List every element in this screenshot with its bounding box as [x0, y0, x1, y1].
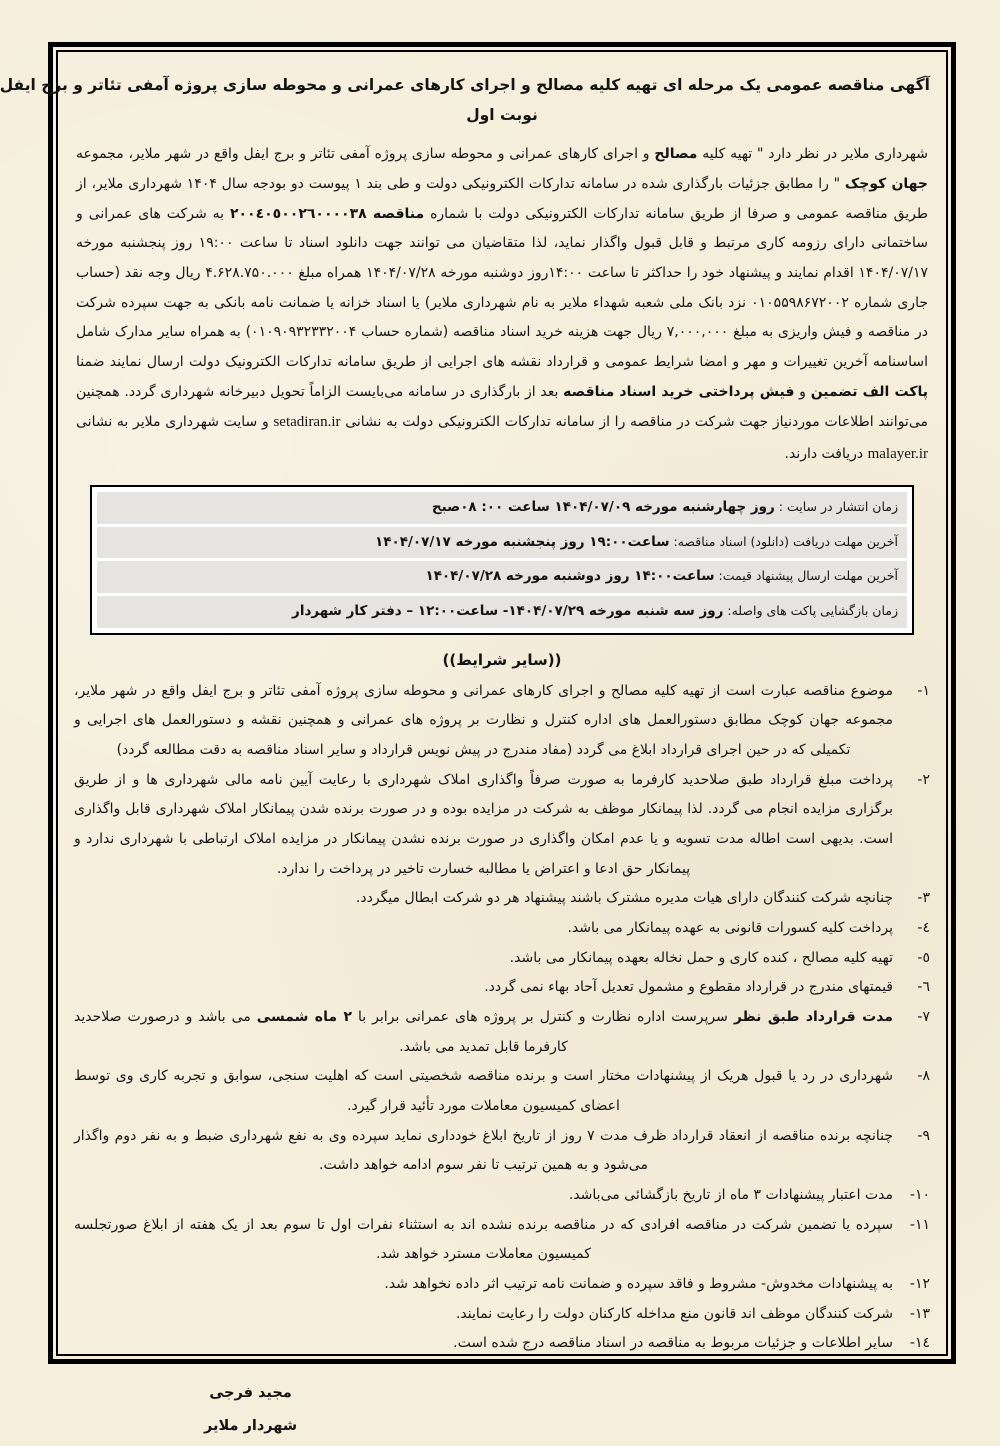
body-paragraph-segment: شهرداری ملایر در نظر دارد " تهیه کلیه	[697, 146, 928, 163]
page-title	[0, 70, 930, 130]
condition-item	[74, 1270, 930, 1300]
condition-item	[74, 1211, 930, 1270]
condition-item	[74, 1003, 930, 1062]
document-frame	[0, 42, 956, 1435]
condition-text-segment: پرداخت مبلغ قرارداد طبق صلاحدید کارفرما به صورت صرفاً واگذاری املاک شهرداری با رعایت آیین نامه مالی شهرداری ها و از طریق برگزاری مزایده انجام می گردد. لذا پیمانکار موظف به شرکت در مزایده بوده و در صورت برنده شدن پیمانکار املاک شهرداری قابل واگذاری است. بدیهی است اطاله مدت تسویه و یا عدم امکان واگذاری در صورت برنده نشدن پیمانکار در مزایده املاک ارتباطی با شهرداری ندارد و پیمانکار حق ادعا و اعتراض یا مطالبه خسارت تاخیر در پرداخت را ندارد.	[74, 771, 893, 877]
signature-name: مجید فرجی	[209, 1385, 292, 1402]
condition-text-segment: چنانچه شرکت کنندگان دارای هیات مدیره مشترک باشند پیشنهاد هر دو شرکت ابطال میگردد.	[355, 890, 893, 907]
schedule-row-value: روز چهارشنبه مورخه ۱۴۰۴/۰۷/۰۹ ساعت ۰۰: ۰۸صبح	[431, 499, 775, 516]
body-paragraph-segment: پاکت الف تضمین	[810, 383, 929, 400]
condition-number: ۱۱-	[909, 1216, 930, 1233]
condition-text-segment: می باشد و درصورت صلاحدید کارفرما قابل تمدید می باشد.	[74, 1009, 568, 1055]
condition-number: ١٤-	[909, 1335, 930, 1352]
condition-item	[74, 1181, 930, 1211]
condition-item	[74, 944, 930, 974]
condition-text	[74, 677, 893, 766]
body-paragraph-segment: به شرکت های عمرانی و ساختمانی دارای رزومه کاری مرتبط و قابل قبول واگذار نماید، لذا متقاضیان می توانند جهت دانلود اسناد تا ساعت ۱۹:۰۰ روز پنجشنبه مورخه ۱۴۰۴/۰۷/۱۷ اقدام نمایند و پیشنهاد خود را حداکثر تا ساعت ۱۴:۰۰روز دوشنبه مورخه ۱۴۰۴/۰۷/۲۸ همراه مبلغ ۴.۶۲۸.۷۵۰.۰۰۰ ریال وجه نقد (حساب جاری شماره ۰۱۰۵۵۹۸۶۷۲۰۰۲ نزد بانک ملی شعبه شهداء ملایر به نام شهرداری ملایر) یا اسناد خزانه یا ضمانت نامه بانکی به جهت سپرده شرکت در مناقصه و فیش واریزی به مبلغ ۷,۰۰۰,۰۰۰ ریال جهت هزینه خرید اسناد مناقصه (شماره حساب ۰۱۰۹۰۹۳۲۳۳۲۰۰۴) به همراه سایر مدارک شامل اساسنامه آخرین تغییرات و مهر و امضا شرایط عمومی و قرارداد نقشه های اجرایی از طریق سامانه تدارکات الکترونیک دولت ارسال نمایند ضمنا	[76, 205, 929, 371]
condition-item	[74, 1062, 930, 1121]
schedule-row-value: ساعت۱۹:۰۰ روز پنجشنبه مورخه ۱۴۰۴/۰۷/۱۷	[375, 533, 670, 550]
schedule-row	[97, 596, 907, 628]
schedule-row	[97, 527, 907, 559]
schedule-row-value: ساعت۱۴:۰۰ روز دوشنبه مورخه ۱۴۰۴/۰۷/۲۸	[425, 568, 715, 585]
condition-number: ۳-	[917, 890, 930, 907]
condition-number: ۱۰-	[909, 1187, 930, 1204]
condition-text-segment: ۲ ماه شمسی	[256, 1009, 352, 1026]
schedule-row	[97, 561, 907, 593]
condition-text-segment: شهرداری در رد یا قبول هریک از پیشنهادات مختار است و برنده مناقصه شخصیتی است که اهلیت سنجی، سوابق و تجربه کاری وی توسط اعضای کمیسیون معاملات مورد تأئید قرار گیرد.	[74, 1068, 893, 1115]
condition-item	[74, 766, 930, 885]
condition-text-segment: شرکت کنندگان موظف اند قانون منع مداخله کارکنان دولت را رعایت نمایند.	[455, 1305, 893, 1322]
condition-text-segment: به پیشنهادات مخدوش- مشروط و فاقد سپرده و ضمانت نامه ترتیب اثر داده نخواهد شد.	[384, 1276, 893, 1293]
schedule-row	[97, 492, 907, 524]
body-paragraph-segment: و سایت شهرداری ملایر به نشانی	[76, 414, 274, 431]
condition-number: ۲-	[917, 771, 930, 788]
body-paragraph-segment: دریافت دارند.	[784, 446, 868, 463]
condition-number: ۱-	[917, 682, 930, 699]
title-note: نوبت اول	[466, 106, 538, 125]
condition-item	[74, 973, 930, 1003]
condition-item	[74, 1122, 930, 1181]
condition-text-segment: مدت قرارداد طبق نظر	[733, 1009, 893, 1026]
condition-text-segment: سایر اطلاعات و جزئیات مربوط به مناقصه در اسناد مناقصه درج شده است.	[453, 1335, 893, 1352]
condition-text-segment: سپرده یا تضمین شرکت در مناقصه افرادی که در مناقصه برنده نشده اند به استثناء نفرات اول تا سوم بعد از یک هفته از ابلاغ صورتجلسه کمیسیون معاملات مسترد خواهد شد.	[74, 1216, 893, 1263]
condition-item	[74, 914, 930, 944]
schedule-table	[90, 485, 914, 635]
condition-item	[74, 884, 930, 914]
schedule-row-label: زمان انتشار در سایت :	[774, 499, 898, 515]
condition-number: ٥-	[917, 949, 930, 966]
signature-block	[204, 1377, 297, 1444]
condition-text-segment: مدت اعتبار پیشنهادات ۳ ماه از تاریخ بازگشائی می‌باشد.	[568, 1187, 893, 1204]
condition-text	[74, 1181, 893, 1211]
body-paragraph-segment: مناقصه ٢٠٠٤٠٥٠٠٢٦٠٠٠٠٣٨	[229, 205, 425, 222]
condition-text-segment: قیمتهای مندرج در قرارداد مقطوع و مشمول تعدیل آحاد بهاء نمی گردد.	[484, 979, 893, 996]
body-paragraph-segment: بعد از بارگذاری در سامانه می‌بایست الزاماً تحویل دبیرخانه شهرداری گردد. همچنین می‌توانند اطلاعات موردنیاز جهت شرکت در مناقصه را از سامانه تدارکات الکترونیکی دولت به نشانی	[76, 383, 928, 431]
body-paragraph-segment: مصالح	[654, 146, 698, 163]
body-paragraph	[76, 140, 928, 471]
condition-text	[74, 1270, 893, 1300]
condition-text	[74, 973, 893, 1003]
body-paragraph-segment: جهان کوچک	[844, 176, 929, 193]
schedule-row-label: آخرین مهلت دریافت (دانلود) اسناد مناقصه:	[669, 533, 898, 549]
body-paragraph-segment: " را مطابق جزئیات بارگذاری شده در سامانه تدارکات الکترونیکی دولت و طی بند ۱ پیوست دو بودجه سال ۱۴۰۴ شهرداری ملایر، از طریق مناقصه عمومی و صرفا از طریق سامانه تدارکات الکترونیکی دولت با شماره	[76, 176, 929, 222]
condition-text	[74, 1329, 893, 1359]
schedule-row-value: روز سه شنبه مورخه ۱۴۰۴/۰۷/۲۹- ساعت۱۲:۰۰ – دفتر کار شهردار	[292, 603, 724, 619]
condition-text	[74, 1003, 893, 1062]
condition-text	[74, 766, 893, 885]
signature-title: شهردار ملایر	[204, 1418, 298, 1435]
condition-text	[74, 1062, 893, 1121]
other-conditions-heading: ((سایر شرایط))	[442, 650, 562, 669]
body-paragraph-segment: setadiran.ir	[273, 414, 341, 431]
condition-item	[74, 1300, 930, 1330]
condition-text-segment: پرداخت کلیه کسورات قانونی به عهده پیمانکار می باشد.	[567, 920, 893, 937]
condition-text-segment: چنانچه برنده مناقصه از انعقاد قرارداد ظرف مدت ۷ روز از تاریخ ابلاغ خودداری نماید سپرده وی به نفع شهرداری ضبط و به نفر دوم واگذار می‌شود و به همین ترتیب تا نفر سوم ادامه خواهد داشت.	[74, 1127, 893, 1174]
condition-text	[74, 944, 893, 974]
condition-number: ٦-	[917, 979, 930, 996]
condition-number: ۷-	[917, 1009, 930, 1026]
condition-number: ۹-	[917, 1127, 930, 1144]
body-paragraph-segment: و اجرای کارهای عمرانی و محوطه سازی پروژه آمفی تئاتر و برج ایفل واقع در شهر ملایر، مجموعه	[76, 146, 655, 163]
body-paragraph-segment: و	[794, 383, 811, 400]
condition-text	[74, 1122, 893, 1181]
body-paragraph-segment: فیش پرداختی خرید اسناد مناقصه	[563, 383, 795, 400]
condition-text	[74, 1211, 893, 1270]
condition-number: ۱۳-	[909, 1305, 930, 1322]
schedule-row-label: آخرین مهلت ارسال پیشنهاد قیمت:	[714, 568, 898, 584]
body-paragraph-segment: malayer.ir	[867, 446, 928, 463]
condition-item	[74, 1329, 930, 1359]
condition-text-segment: تهیه کلیه مصالح ، کنده کاری و حمل نخاله بعهده پیمانکار می باشد.	[509, 949, 893, 966]
condition-number: ۱۲-	[909, 1276, 930, 1293]
condition-text-segment: موضوع مناقصه عبارت است از تهیه کلیه مصالح و اجرای کارهای عمرانی و محوطه سازی پروژه آمفی تئاتر و برج ایفل واقع در شهر ملایر، مجموعه جهان کوچک مطابق دستورالعمل های اداره کنترل و نظارت بر پروژه های عمرانی و همچنین نقشه و دستورالعمل های اجرایی و تکمیلی که در حین اجرای قرارداد ابلاغ می گردد (مفاد مندرج در پیش نویس قرارداد و سایر اسناد مناقصه به دقت مطالعه گردد)	[74, 682, 893, 758]
condition-text	[74, 914, 893, 944]
condition-text-segment: سرپرست اداره نظارت و کنترل بر پروژه های عمرانی برابر با	[351, 1009, 734, 1026]
condition-text	[74, 884, 893, 914]
title-text: آگهی مناقصه عمومی یک مرحله ای تهیه کلیه مصالح و اجرای کارهای عمرانی و محوطه سازی پروژه آمفی تئاتر و برج ایفل	[0, 76, 930, 94]
conditions-list	[74, 677, 930, 1359]
document-inner-frame	[0, 50, 948, 1435]
condition-number: ٤-	[917, 920, 930, 937]
condition-text	[74, 1300, 893, 1330]
condition-number: ۸-	[917, 1068, 930, 1085]
schedule-row-label: زمان بازگشایی پاکت های واصله:	[723, 603, 898, 618]
condition-item	[74, 677, 930, 766]
